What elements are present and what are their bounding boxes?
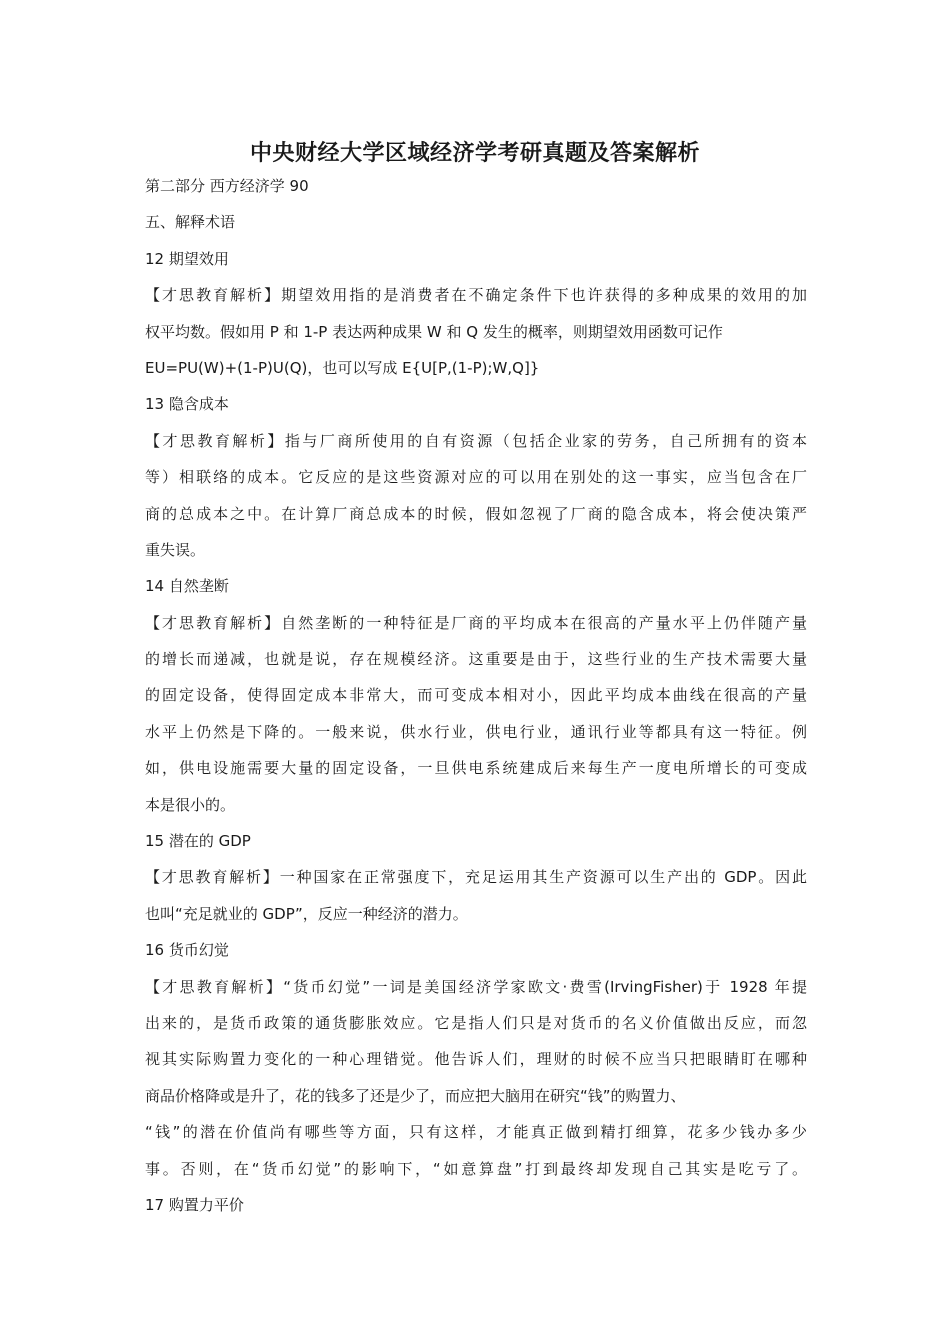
- text-line: 商品价格降或是升了，花的钱多了还是少了，而应把大脑用在研究“钱”的购置力、: [145, 1086, 686, 1105]
- text-line: “钱”的潜在价值尚有哪些等方面，只有这样，才能真正做到精打细算，花多少钱办多少: [145, 1123, 807, 1142]
- text-line: 【才思教育解析】期望效用指的是消费者在不确定条件下也许获得的多种成果的效用的加: [145, 286, 807, 305]
- text-line: 【才思教育解析】一种国家在正常强度下，充足运用其生产资源可以生产出的 GDP。因此: [145, 868, 807, 887]
- text-line: 如，供电设施需要大量的固定设备，一旦供电系统建成后来每生产一度电所增长的可变成: [145, 759, 807, 778]
- text-line: 事。否则，在“货币幻觉”的影响下，“如意算盘”打到最终却发现自己其实是吃亏了。: [145, 1159, 807, 1178]
- text-line: 16 货币幻觉: [145, 941, 229, 960]
- text-line: 本是很小的。: [145, 795, 236, 814]
- text-line: 的增长而递减，也就是说，存在规模经济。这重要是由于，这些行业的生产技术需要大量: [145, 650, 807, 669]
- text-line: 14 自然垄断: [145, 577, 229, 596]
- text-line: 13 隐含成本: [145, 395, 229, 414]
- text-line: 水平上仍然是下降的。一般来说，供水行业，供电行业，通讯行业等都具有这一特征。例: [145, 722, 807, 741]
- document-body: [145, 176, 807, 1231]
- text-line: 等）相联络的成本。它反应的是这些资源对应的可以用在别处的这一事实，应当包含在厂: [145, 468, 807, 487]
- text-line: 出来的，是货币政策的通货膨胀效应。它是指人们只是对货币的名义价值做出反应，而忽: [145, 1013, 807, 1032]
- text-line: 【才思教育解析】指与厂商所使用的自有资源（包括企业家的劳务，自己所拥有的资本: [145, 431, 807, 450]
- text-line: 17 购置力平价: [145, 1195, 244, 1214]
- text-line: EU=PU(W)+(1-P)U(Q)，也可以写成 E{U[P,(1-P);W,Q]}: [145, 358, 540, 377]
- text-line: 的固定设备，使得固定成本非常大，而可变成本相对小，因此平均成本曲线在很高的产量: [145, 686, 807, 705]
- text-line: 商的总成本之中。在计算厂商总成本的时候，假如忽视了厂商的隐含成本，将会使决策严: [145, 504, 807, 523]
- document-title: 中央财经大学区域经济学考研真题及答案解析: [249, 141, 700, 166]
- text-line: 第二部分 西方经济学 90: [145, 177, 309, 195]
- text-line: 15 潜在的 GDP: [145, 832, 251, 851]
- text-line: 重失误。: [145, 540, 206, 559]
- text-line: 五、解释术语: [145, 213, 236, 232]
- text-line: 视其实际购置力变化的一种心理错觉。他告诉人们，理财的时候不应当只把眼睛盯在哪种: [145, 1050, 807, 1069]
- text-line: 也叫“充足就业的 GDP”，反应一种经济的潜力。: [145, 904, 468, 923]
- text-line: 权平均数。假如用 P 和 1-P 表达两种成果 W 和 Q 发生的概率，则期望效用函数可记作: [145, 322, 723, 341]
- text-line: 12 期望效用: [145, 249, 229, 268]
- text-line: 【才思教育解析】“货币幻觉”一词是美国经济学家欧文·费雪(IrvingFisher)于 1928 年提: [145, 977, 807, 996]
- text-line: 【才思教育解析】自然垄断的一种特征是厂商的平均成本在很高的产量水平上仍伴随产量: [145, 613, 807, 632]
